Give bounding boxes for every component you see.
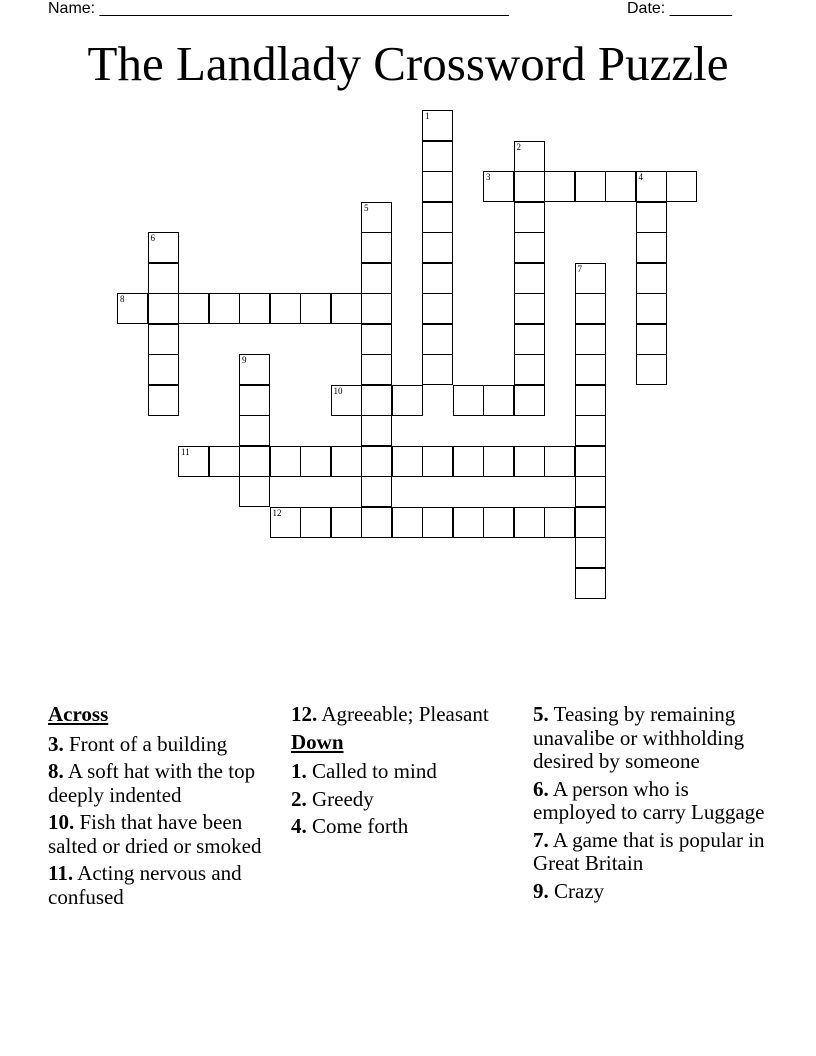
clue-text: A person who is employed to carry Luggage <box>533 776 765 824</box>
cell-number: 5 <box>364 202 369 213</box>
grid-cell[interactable] <box>209 446 240 477</box>
grid-cell[interactable] <box>178 293 209 324</box>
clue-column-2 <box>291 703 526 843</box>
grid-cell[interactable] <box>575 324 606 355</box>
grid-cell[interactable] <box>483 385 514 416</box>
clue-number: 2. <box>291 786 307 811</box>
grid-cell[interactable] <box>361 263 392 294</box>
grid-cell[interactable] <box>422 202 453 233</box>
cell-number: 1 <box>425 111 430 121</box>
grid-cell[interactable] <box>148 324 179 355</box>
cell-number: 3 <box>486 172 491 182</box>
clue-down-4 <box>291 815 526 839</box>
clue-down-2 <box>291 788 526 812</box>
clue-number: 4. <box>291 814 307 838</box>
grid-cell[interactable] <box>148 293 179 324</box>
grid-cell[interactable] <box>148 354 179 385</box>
grid-cell[interactable] <box>514 385 545 416</box>
grid-cell[interactable] <box>422 446 453 477</box>
grid-cell[interactable] <box>514 293 545 324</box>
grid-cell[interactable] <box>544 171 575 202</box>
grid-cell[interactable] <box>270 446 301 477</box>
grid-cell[interactable] <box>148 263 179 294</box>
grid-cell[interactable] <box>453 385 484 416</box>
grid-cell[interactable] <box>636 354 667 385</box>
grid-cell[interactable] <box>361 507 392 538</box>
grid-cell[interactable] <box>605 171 636 202</box>
grid-cell[interactable] <box>239 385 270 416</box>
grid-cell[interactable] <box>666 171 697 202</box>
grid-cell[interactable] <box>514 507 545 538</box>
grid-cell[interactable] <box>422 171 453 202</box>
grid-cell[interactable] <box>239 415 270 446</box>
clue-text: A soft hat with the top deeply indented <box>48 759 256 807</box>
clue-text: Acting nervous and confused <box>48 861 242 909</box>
clue-text: Fish that have been salted or dried or smoked <box>48 810 262 858</box>
cell-number: 11 <box>181 446 190 457</box>
grid-cell[interactable] <box>331 446 362 477</box>
grid-cell[interactable] <box>239 354 270 385</box>
grid-cell[interactable] <box>148 385 179 416</box>
name-line[interactable]: Name: ______________________________________________ <box>48 0 509 17</box>
grid-cell[interactable] <box>575 568 606 599</box>
grid-cell[interactable] <box>422 232 453 263</box>
cell-number: 12 <box>272 507 282 518</box>
grid-cell[interactable] <box>331 293 362 324</box>
clue-across-3 <box>48 733 283 757</box>
clue-down-9 <box>533 880 773 904</box>
clue-text: Called to mind <box>312 759 437 783</box>
clue-across-11 <box>48 862 283 909</box>
grid-cell[interactable] <box>361 415 392 446</box>
clue-number: 1. <box>291 759 307 783</box>
clue-across-10 <box>48 811 283 858</box>
grid-cell[interactable] <box>422 507 453 538</box>
cell-number: 8 <box>120 294 125 304</box>
cell-number: 10 <box>333 385 343 396</box>
grid-cell[interactable] <box>361 446 392 477</box>
clue-down-5 <box>533 703 773 774</box>
grid-cell[interactable] <box>544 507 575 538</box>
clue-text: Front of a building <box>69 731 228 756</box>
grid-cell[interactable] <box>239 476 270 507</box>
clue-number: 12. <box>291 702 318 726</box>
grid-cell[interactable] <box>514 354 545 385</box>
grid-cell[interactable] <box>331 507 362 538</box>
clue-number: 8. <box>48 759 64 783</box>
grid-cell[interactable] <box>575 385 606 416</box>
grid-cell[interactable] <box>209 293 240 324</box>
clue-across-12 <box>291 703 526 727</box>
clue-down-6 <box>533 778 773 825</box>
grid-cell[interactable] <box>575 537 606 568</box>
grid-cell[interactable] <box>575 293 606 324</box>
cell-number: 9 <box>242 355 247 365</box>
clue-down-7 <box>533 829 773 876</box>
grid-cell[interactable] <box>361 385 392 416</box>
across-heading: Across <box>48 702 109 726</box>
grid-cell[interactable] <box>300 446 331 477</box>
grid-cell[interactable] <box>575 354 606 385</box>
grid-cell[interactable] <box>422 293 453 324</box>
grid-cell[interactable] <box>636 232 667 263</box>
grid-cell[interactable] <box>422 110 453 141</box>
clue-number: 3. <box>48 731 64 756</box>
clue-number: 6. <box>533 776 549 801</box>
grid-cell[interactable] <box>453 446 484 477</box>
cell-number: 7 <box>577 263 582 274</box>
grid-cell[interactable] <box>483 507 514 538</box>
cell-number: 4 <box>638 172 643 182</box>
grid-cell[interactable] <box>575 415 606 446</box>
grid-cell[interactable] <box>361 202 392 233</box>
grid-cell[interactable] <box>178 446 209 477</box>
grid-cell[interactable] <box>422 354 453 385</box>
grid-cell[interactable] <box>483 446 514 477</box>
grid-cell[interactable] <box>392 446 423 477</box>
grid-cell[interactable] <box>514 141 545 172</box>
grid-cell[interactable] <box>422 141 453 172</box>
cell-number: 2 <box>516 141 521 152</box>
grid-cell[interactable] <box>575 446 606 477</box>
grid-cell[interactable] <box>636 202 667 233</box>
clue-column-3 <box>533 703 773 907</box>
grid-cell[interactable] <box>575 507 606 538</box>
grid-cell[interactable] <box>514 446 545 477</box>
grid-cell[interactable] <box>361 354 392 385</box>
clue-text: Teasing by remaining unavalibe or withholding desired by someone <box>533 702 745 773</box>
grid-cell[interactable] <box>117 293 148 324</box>
grid-cell[interactable] <box>392 385 423 416</box>
grid-cell[interactable] <box>361 293 392 324</box>
clue-number: 5. <box>533 702 549 726</box>
date-line[interactable]: Date: _______ <box>627 0 732 17</box>
clue-across-8 <box>48 760 283 807</box>
grid-cell[interactable] <box>544 446 575 477</box>
clue-text: A game that is popular in Great Britain <box>533 827 765 875</box>
grid-cell[interactable] <box>636 293 667 324</box>
clue-text: Come forth <box>312 814 409 838</box>
grid-cell[interactable] <box>239 293 270 324</box>
grid-cell[interactable] <box>483 171 514 202</box>
down-heading: Down <box>291 729 344 754</box>
grid-cell[interactable] <box>514 202 545 233</box>
grid-cell[interactable] <box>300 507 331 538</box>
grid-cell[interactable] <box>575 263 606 294</box>
grid-cell[interactable] <box>270 293 301 324</box>
clue-number: 10. <box>48 810 75 834</box>
grid-cell[interactable] <box>148 232 179 263</box>
grid-cell[interactable] <box>422 324 453 355</box>
grid-cell[interactable] <box>636 263 667 294</box>
grid-cell[interactable] <box>636 171 667 202</box>
grid-cell[interactable] <box>392 507 423 538</box>
clue-down-1 <box>291 760 526 784</box>
grid-cell[interactable] <box>453 507 484 538</box>
grid-cell[interactable] <box>514 171 545 202</box>
clue-text: Greedy <box>312 786 374 811</box>
grid-cell[interactable] <box>514 263 545 294</box>
page-title: The Landlady Crossword Puzzle <box>87 36 729 91</box>
clue-number: 11. <box>48 861 74 885</box>
grid-cell[interactable] <box>575 171 606 202</box>
grid-cell[interactable] <box>331 385 362 416</box>
clue-column-1 <box>48 703 283 913</box>
grid-cell[interactable] <box>300 293 331 324</box>
grid-cell[interactable] <box>514 232 545 263</box>
clue-text: Agreeable; Pleasant <box>321 702 489 726</box>
grid-cell[interactable] <box>575 476 606 507</box>
grid-cell[interactable] <box>636 324 667 355</box>
grid-cell[interactable] <box>239 446 270 477</box>
cell-number: 6 <box>150 233 155 243</box>
grid-cell[interactable] <box>361 324 392 355</box>
grid-cell[interactable] <box>361 232 392 263</box>
grid-cell[interactable] <box>270 507 301 538</box>
grid-cell[interactable] <box>422 263 453 294</box>
clue-text: Crazy <box>554 878 605 903</box>
clue-number: 9. <box>533 878 549 903</box>
clue-number: 7. <box>533 827 549 852</box>
grid-cell[interactable] <box>361 476 392 507</box>
grid-cell[interactable] <box>514 324 545 355</box>
